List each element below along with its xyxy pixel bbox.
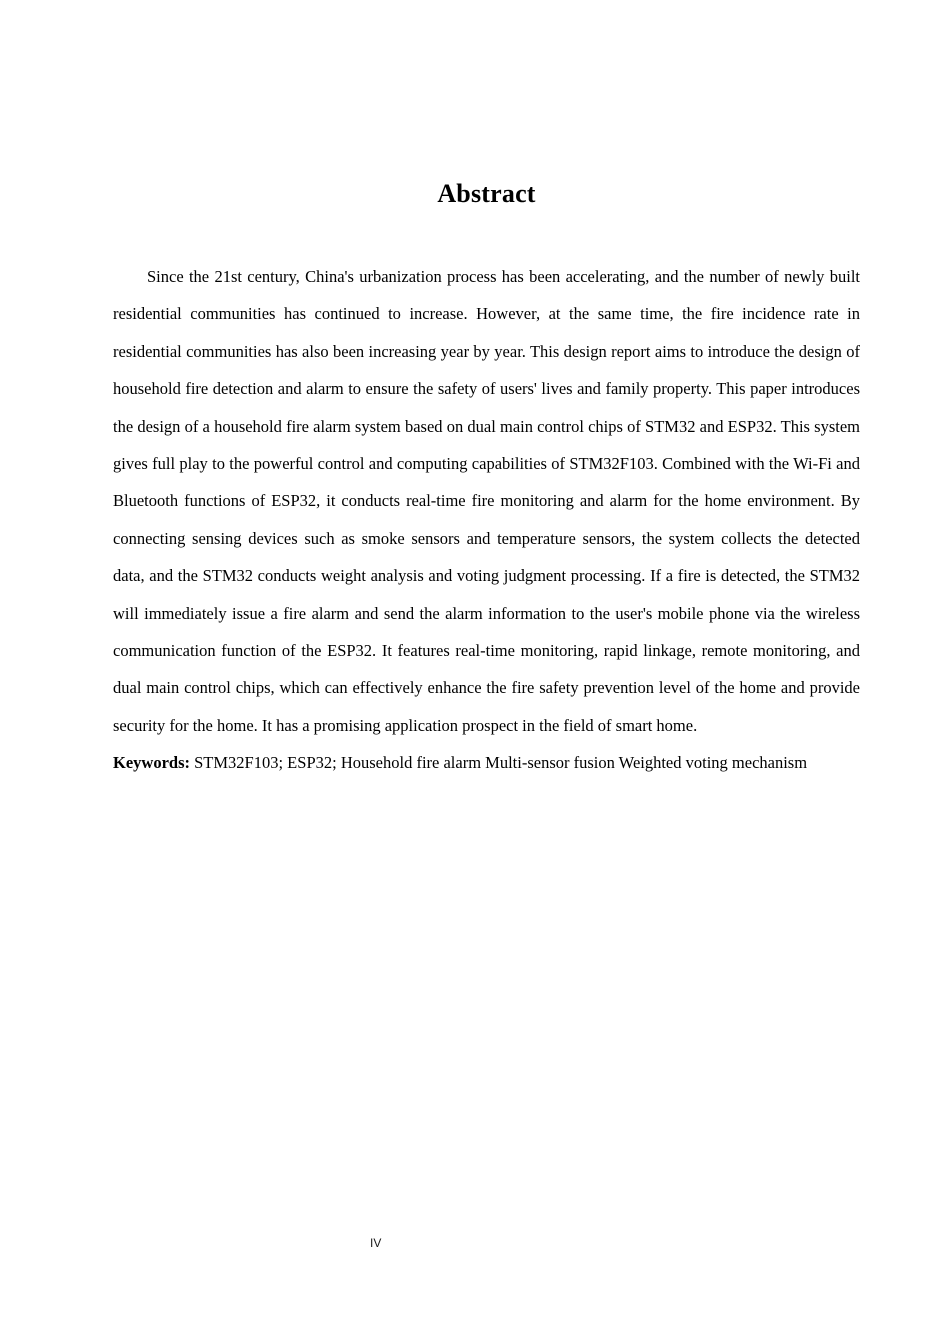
keywords-label: Keywords: — [113, 753, 190, 773]
keywords-paragraph — [113, 744, 860, 781]
keywords-text: STM32F103; ESP32; Household fire alarm Multi-sensor fusion Weighted voting mechanism — [194, 753, 808, 773]
abstract-content — [113, 258, 860, 782]
page-number: IV — [370, 1236, 382, 1250]
page-title: Abstract — [437, 179, 536, 208]
abstract-paragraph: Since the 21st century, China's urbanization process has been accelerating, and the number of newly built residential communities has continued to increase. However, at the same time, the fire incidence rate in residential communities has also been increasing year by year. This design report aims to introduce the design of household fire detection and alarm to ensure the safety of users' lives and family property. This paper introduces the design of a household fire alarm system based on dual main control chips of STM32 and ESP32. This system gives full play to the powerful control and computing capabilities of STM32F103. Combined with the Wi-Fi and Bluetooth functions of ESP32, it conducts real-time fire monitoring and alarm for the home environment. By connecting sensing devices such as smoke sensors and temperature sensors, the system collects the detected data, and the STM32 conducts weight analysis and voting judgment processing. If a fire is detected, the STM32 will immediately issue a fire alarm and send the alarm information to the user's mobile phone via the wireless communication function of the ESP32. It features real-time monitoring, rapid linkage, remote monitoring, and dual main control chips, which can effectively enhance the fire safety prevention level of the home and provide security for the home. It has a promising application prospect in the field of smart home. — [113, 267, 860, 735]
